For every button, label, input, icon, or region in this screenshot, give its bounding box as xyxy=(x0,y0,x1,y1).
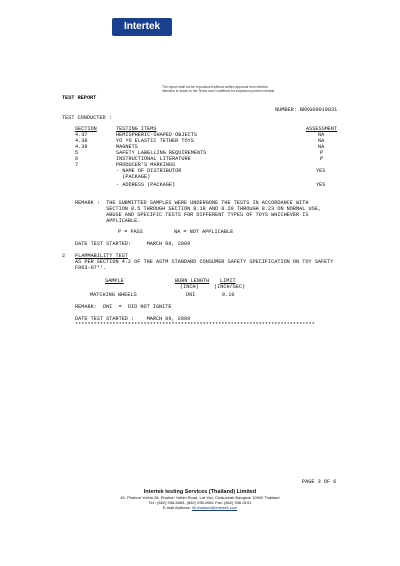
row-item: INSTRUCTIONAL LITERATURE xyxy=(116,156,191,162)
row-section: 5 xyxy=(75,150,79,156)
row-section: 6 xyxy=(75,156,79,162)
unit-burn-length: (INCH) xyxy=(180,284,199,290)
footer-tel: Tel.: (662) 936-6584, (662) 936-0661 Fax: (662) 936-0191 xyxy=(148,500,252,505)
page-number: PAGE 3 OF 6 xyxy=(302,479,337,485)
row-section: 4.37 xyxy=(75,132,88,138)
row-assessment: NA xyxy=(318,132,325,138)
footer xyxy=(0,490,400,510)
row-assessment: NA xyxy=(318,144,325,150)
row-item: HEMISPHERIC-SHAPED OBJECTS xyxy=(116,132,197,138)
col-header-section: SECTION xyxy=(75,126,97,132)
sample-name: MATCHING WHEELS xyxy=(90,292,137,298)
row-section: 4.38 xyxy=(75,138,88,144)
remark-line: ABUSE AND SPECIFIC TESTS FOR DIFFERENT TYPES OF TOYS WHICHEVER IS xyxy=(75,212,309,218)
col-header-sample: SAMPLE xyxy=(105,278,124,284)
disclaimer-line: The report shall not be reproduced without written approval from Intertek. xyxy=(162,85,269,89)
burn-length-value: DNI xyxy=(186,292,196,298)
unit-limit: (INCH/SEC) xyxy=(214,284,246,290)
row-item: - ADDRESS (PACKAGE) xyxy=(116,182,176,188)
legend: P = PASS NA = NOT APPLICABLE xyxy=(118,229,234,235)
row-assessment: P xyxy=(320,150,324,156)
col-header-burn-length: BURN LENGTH xyxy=(175,278,210,284)
section-title: FLAMMABILITY TEST xyxy=(75,253,128,259)
section-description: AS PER SECTION 4.2 OF THE ASTM STANDARD CONSUMER SAFETY SPECIFICATION ON TOY SAFETY xyxy=(75,259,334,265)
footer-email-line xyxy=(0,505,400,510)
remark-line: APPLICABLE. xyxy=(75,218,141,224)
row-item: - NAME OF DISTRIBUTOR xyxy=(116,168,182,174)
intertek-logo: Intertek xyxy=(112,18,172,36)
remark-line: REMARK : THE SUBMITTED SAMPLES WERE UNDERGONE THE TESTS IN ACCORDANCE WITH xyxy=(75,200,309,206)
date-test-started: DATE TEST STARTED : MARCH 09, 2009 xyxy=(75,316,191,322)
footer-company: Intertek testing Services (Thailand) Limited xyxy=(143,489,257,495)
row-assessment: NA xyxy=(318,138,325,144)
row-item: SAFETY LABELLING REQUIREMENTS xyxy=(116,150,207,156)
test-conducted-label: TEST CONDUCTED : xyxy=(62,115,112,121)
section-number: 2 xyxy=(62,253,66,259)
footer-email-link[interactable]: IIh.thailand@intertek.com xyxy=(191,505,238,510)
row-section: 4.39 xyxy=(75,144,88,150)
row-item: PRODUCER'S MARKINGS xyxy=(116,162,176,168)
limit-value: 0.10 xyxy=(222,292,235,298)
col-header-testing-items: TESTING ITEMS xyxy=(116,126,157,132)
footer-address: 81, Phahon Yothin 28, Phahon Yothin Road, Lat Yao, Chatuchak Bangkok 10900 Thailand xyxy=(120,495,280,500)
col-header-limit: LIMIT xyxy=(220,278,236,284)
row-assessment: YES xyxy=(316,182,326,188)
disclaimer xyxy=(162,85,275,93)
remark-dni: REMARK: DNI = DID NOT IGNITE xyxy=(75,304,172,310)
row-assessment: YES xyxy=(316,168,326,174)
row-item: (PACKAGE) xyxy=(116,174,151,180)
disclaimer-line: Attention is drawn to the Terms and Conditions for inspection printed overleaf. xyxy=(162,89,276,93)
separator-stars: ***************************************************************************** xyxy=(75,322,315,328)
row-section: 7 xyxy=(75,162,79,168)
row-item: MAGNETS xyxy=(116,144,138,150)
row-assessment: P xyxy=(320,156,324,162)
section-description: F963-07³¹. xyxy=(75,265,107,271)
report-number: NUMBER: BKKG09019831 xyxy=(275,107,338,113)
row-item: YO YO ELASTIC TETHER TOYS xyxy=(116,138,194,144)
report-title: TEST REPORT xyxy=(62,95,97,101)
date-test-started: DATE TEST STARTED: MARCH 09, 2009 xyxy=(75,241,191,247)
remark-line: SECTION 8.5 THROUGH SECTION 8.18 AND 8.20 THROUGH 8.23 ON NORMAL USE, xyxy=(75,206,321,212)
col-header-assessment: ASSESSMENT xyxy=(306,126,338,132)
footer-email-label: E-mail Address: xyxy=(162,505,191,510)
